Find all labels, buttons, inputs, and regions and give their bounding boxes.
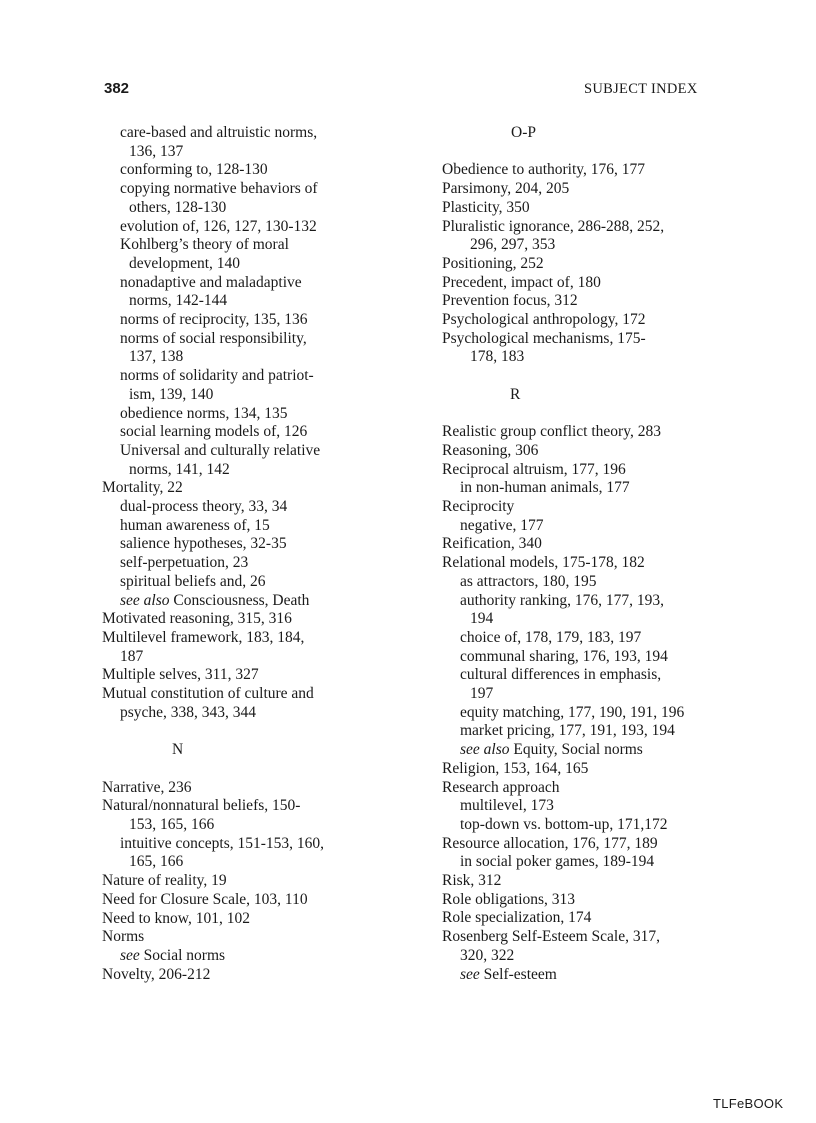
index-entry: [102, 161, 402, 180]
index-entry: [442, 161, 742, 180]
index-entry-text: norms, 141, 142: [129, 460, 230, 478]
cross-reference-prefix: see: [460, 965, 480, 983]
index-entry: [442, 348, 742, 367]
index-entry: [442, 442, 742, 461]
index-entry: [102, 461, 402, 480]
index-entry-text: authority ranking, 176, 177, 193,: [460, 591, 665, 609]
index-entry-text: care-based and altruistic norms,: [120, 124, 318, 141]
index-entry-text: 187: [120, 647, 144, 665]
index-entry: [102, 236, 402, 255]
index-entry-text: salience hypotheses, 32-35: [120, 535, 287, 553]
index-entry-text: Realistic group conflict theory, 283: [442, 423, 661, 441]
index-entry: [442, 909, 742, 928]
index-entry-text: 165, 166: [129, 853, 184, 871]
index-entry-text: 137, 138: [129, 348, 184, 366]
index-entry: [102, 292, 402, 311]
index-entry: [442, 554, 742, 573]
index-entry: [442, 498, 742, 517]
index-entry-text: Universal and culturally relative: [120, 441, 321, 459]
section-letter: [442, 124, 742, 143]
index-entry: [442, 685, 742, 704]
index-entry: [102, 143, 402, 162]
index-entry: [102, 666, 402, 685]
index-entry-text: Pluralistic ignorance, 286-288, 252,: [442, 217, 665, 235]
index-entry-text: human awareness of, 15: [120, 516, 270, 534]
cross-reference-prefix: see: [120, 946, 140, 964]
index-entry-text: 178, 183: [470, 348, 525, 366]
index-entry: [102, 779, 402, 798]
index-entry-text: 153, 165, 166: [129, 815, 215, 833]
index-entry: [102, 348, 402, 367]
index-entry-text: Research approach: [442, 778, 560, 796]
index-entry-text: 194: [470, 610, 494, 628]
index-entry-text: 296, 297, 353: [470, 236, 556, 254]
index-entry: [442, 330, 742, 349]
index-entry: [442, 236, 742, 255]
index-entry: [442, 629, 742, 648]
index-entry-text: Need to know, 101, 102: [102, 909, 250, 927]
index-entry: [442, 835, 742, 854]
index-entry-text: Reasoning, 306: [442, 441, 539, 459]
index-entry: [102, 685, 402, 704]
index-entry: [442, 741, 742, 760]
index-entry-text: Psychological mechanisms, 175-: [442, 329, 646, 347]
index-entry-text: Novelty, 206-212: [102, 965, 211, 983]
index-entry-text: development, 140: [129, 254, 241, 272]
section-gap: [442, 143, 742, 162]
index-entry: [102, 573, 402, 592]
index-entry: [442, 779, 742, 798]
index-entry: [442, 218, 742, 237]
index-entry: [442, 872, 742, 891]
index-entry-text: 197: [470, 685, 494, 703]
cross-reference-prefix: see also: [460, 741, 510, 759]
index-entry: [442, 592, 742, 611]
index-entry: [102, 797, 402, 816]
index-entry-text: Psychological anthropology, 172: [442, 311, 646, 329]
index-entry-text: Plasticity, 350: [442, 198, 530, 216]
index-entry-text: Mutual constitution of culture and: [102, 685, 314, 703]
index-entry: [102, 498, 402, 517]
index-entry: [102, 629, 402, 648]
index-entry: [442, 648, 742, 667]
index-entry-text: Kohlberg’s theory of moral: [120, 236, 289, 254]
index-entry-text: Multiple selves, 311, 327: [102, 666, 259, 684]
index-entry: [102, 274, 402, 293]
index-entry: [442, 928, 742, 947]
index-entry-text: market pricing, 177, 191, 193, 194: [460, 722, 675, 740]
index-entry-text: as attractors, 180, 195: [460, 572, 597, 590]
index-entry-text: Prevention focus, 312: [442, 292, 578, 310]
section-letter-text: R: [510, 385, 521, 403]
index-entry-text: Risk, 312: [442, 872, 502, 890]
section-letter-text: N: [172, 741, 184, 759]
page-number: 382: [104, 80, 130, 97]
index-entry-text: Motivated reasoning, 315, 316: [102, 610, 292, 628]
watermark: TLFeBOOK: [713, 1096, 784, 1111]
index-entry-text: Social norms: [143, 946, 226, 964]
index-entry-text: Resource allocation, 176, 177, 189: [442, 834, 658, 852]
index-entry-text: self-perpetuation, 23: [120, 554, 249, 572]
running-head: SUBJECT INDEX: [584, 81, 698, 97]
index-entry: [102, 891, 402, 910]
index-entry-text: spiritual beliefs and, 26: [120, 572, 266, 590]
index-entry-text: equity matching, 177, 190, 191, 196: [460, 703, 685, 721]
index-entry-text: Need for Closure Scale, 103, 110: [102, 890, 308, 908]
index-entry: [102, 947, 402, 966]
index-entry-text: Self-esteem: [483, 965, 557, 983]
index-entry-text: 136, 137: [129, 142, 184, 160]
index-column-left: [102, 124, 402, 984]
index-entry-text: nonadaptive and maladaptive: [120, 273, 302, 291]
index-entry: [442, 797, 742, 816]
index-entry: [102, 910, 402, 929]
index-entry: [442, 423, 742, 442]
index-entry-text: Nature of reality, 19: [102, 872, 227, 890]
index-entry: [442, 610, 742, 629]
index-entry: [102, 853, 402, 872]
index-entry-text: negative, 177: [460, 516, 544, 534]
index-entry-text: Multilevel framework, 183, 184,: [102, 628, 305, 646]
index-entry: [102, 966, 402, 985]
index-entry: [442, 535, 742, 554]
index-entry: [442, 274, 742, 293]
index-entry-text: Rosenberg Self-Esteem Scale, 317,: [442, 928, 660, 946]
index-entry-text: Reciprocal altruism, 177, 196: [442, 460, 626, 478]
index-entry: [102, 423, 402, 442]
index-entry-text: Obedience to authority, 176, 177: [442, 161, 646, 179]
index-entry: [102, 872, 402, 891]
index-entry: [442, 966, 742, 985]
section-gap: [102, 723, 402, 742]
index-entry-text: Reification, 340: [442, 535, 542, 553]
index-entry-text: copying normative behaviors of: [120, 180, 318, 198]
index-entry: [102, 704, 402, 723]
index-entry-text: norms of reciprocity, 135, 136: [120, 311, 308, 329]
index-entry-text: Relational models, 175-178, 182: [442, 554, 645, 572]
section-letter-text: O-P: [511, 124, 536, 141]
index-entry-text: top-down vs. bottom-up, 171,172: [460, 815, 668, 833]
index-entry-text: norms, 142-144: [129, 292, 228, 310]
index-entry-text: Mortality, 22: [102, 479, 183, 497]
index-entry-text: Reciprocity: [442, 498, 515, 516]
index-entry: [442, 311, 742, 330]
index-entry-text: communal sharing, 176, 193, 194: [460, 647, 668, 665]
index-entry: [442, 292, 742, 311]
index-entry-text: conforming to, 128-130: [120, 161, 268, 179]
index-entry-text: cultural differences in emphasis,: [460, 666, 662, 684]
index-entry-text: Role obligations, 313: [442, 890, 576, 908]
index-entry: [102, 367, 402, 386]
section-gap: [102, 760, 402, 779]
index-entry: [102, 648, 402, 667]
index-entry-text: norms of solidarity and patriot-: [120, 367, 314, 385]
index-entry-text: Positioning, 252: [442, 254, 544, 272]
index-entry: [442, 199, 742, 218]
index-entry: [442, 722, 742, 741]
index-entry-text: dual-process theory, 33, 34: [120, 498, 288, 516]
index-entry: [102, 517, 402, 536]
index-entry: [442, 853, 742, 872]
index-entry: [442, 573, 742, 592]
section-letter: [102, 741, 402, 760]
index-entry: [102, 218, 402, 237]
index-entry: [102, 199, 402, 218]
index-entry-text: obedience norms, 134, 135: [120, 404, 288, 422]
index-entry: [102, 330, 402, 349]
index-entry: [102, 592, 402, 611]
index-entry: [442, 255, 742, 274]
index-entry: [442, 760, 742, 779]
index-entry-text: Narrative, 236: [102, 778, 192, 796]
index-entry-text: 320, 322: [460, 946, 515, 964]
index-entry-text: Precedent, impact of, 180: [442, 273, 601, 291]
index-entry: [102, 816, 402, 835]
index-entry: [442, 891, 742, 910]
index-entry: [102, 535, 402, 554]
index-entry-text: Natural/nonnatural beliefs, 150-: [102, 797, 301, 815]
index-entry: [102, 405, 402, 424]
section-gap: [442, 367, 742, 386]
index-column-right: [442, 124, 742, 984]
index-entry: [102, 386, 402, 405]
index-entry: [102, 835, 402, 854]
index-entry: [442, 947, 742, 966]
index-entry: [442, 666, 742, 685]
index-entry: [102, 442, 402, 461]
index-entry: [102, 255, 402, 274]
index-entry: [442, 704, 742, 723]
index-entry: [102, 180, 402, 199]
index-entry-text: evolution of, 126, 127, 130-132: [120, 217, 317, 235]
index-entry-text: Parsimony, 204, 205: [442, 180, 570, 198]
index-entry-text: Norms: [102, 928, 145, 946]
index-entry-text: choice of, 178, 179, 183, 197: [460, 628, 642, 646]
index-entry-text: Role specialization, 174: [442, 909, 592, 927]
index-entry: [442, 479, 742, 498]
index-entry: [102, 554, 402, 573]
index-entry-text: multilevel, 173: [460, 797, 554, 815]
index-entry-text: Religion, 153, 164, 165: [442, 759, 589, 777]
index-entry-text: Equity, Social norms: [513, 741, 643, 759]
section-letter: [442, 386, 742, 405]
index-entry: [102, 124, 402, 143]
index-entry: [102, 610, 402, 629]
index-entry: [102, 311, 402, 330]
index-entry: [442, 461, 742, 480]
index-entry: [442, 816, 742, 835]
index-entry-text: Consciousness, Death: [173, 591, 310, 609]
section-gap: [442, 405, 742, 424]
index-entry: [102, 928, 402, 947]
index-entry-text: ism, 139, 140: [129, 385, 214, 403]
index-entry-text: social learning models of, 126: [120, 423, 308, 441]
index-entry-text: intuitive concepts, 151-153, 160,: [120, 834, 325, 852]
index-entry-text: in social poker games, 189-194: [460, 853, 655, 871]
index-entry-text: psyche, 338, 343, 344: [120, 703, 257, 721]
index-entry: [102, 479, 402, 498]
index-entry-text: others, 128-130: [129, 198, 227, 216]
index-entry: [442, 180, 742, 199]
index-entry-text: norms of social responsibility,: [120, 329, 307, 347]
cross-reference-prefix: see also: [120, 591, 170, 609]
index-entry-text: in non-human animals, 177: [460, 479, 630, 497]
index-entry: [442, 517, 742, 536]
